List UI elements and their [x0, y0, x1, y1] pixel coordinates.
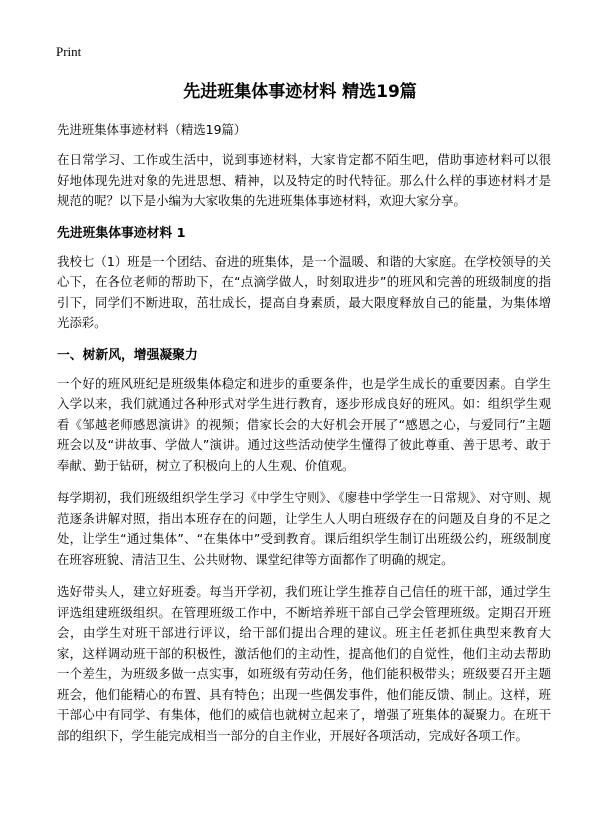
document-body — [57, 119, 551, 758]
document-subtitle: 先进班集体事迹材料（精选19篇） — [57, 122, 247, 137]
intro-paragraph: 在日常学习、工作或生活中，说到事迹材料，大家肯定都不陌生吧，借助事迹材料可以很好地体现先进对象的先进思想、精神，以及特定的时代特征。那么什么样的事迹材料才是规范的呢？以下是小编为大家收集的先进班集体事迹材料，欢迎大家分享。 — [57, 152, 551, 208]
body-paragraph: 一个好的班风班纪是班级集体稳定和进步的重要条件，也是学生成长的重要因素。自学生入学以来，我们就通过各种形式对学生进行教育，逐步形成良好的班风。如：组织学生观看《邹越老师感恩演讲》的视频；借家长会的大好机会开展了“感恩之心，与爱同行”主题班会以及“讲故事、学做人”演讲。通过这些活动使学生懂得了彼此尊重、善于思考、敢于奉献、勤于钻研，树立了积极向上的人生观、价值观。 — [57, 375, 551, 473]
page-title: 先进班集体事迹材料 精选19篇 — [183, 82, 417, 102]
section-paragraph: 我校七（1）班是一个团结、奋进的班集体，是一个温暖、和谐的大家庭。在学校领导的关心下，在各位老师的帮助下，在“点滴学做人，时刻取进步”的班风和完善的班级制度的指引下，同学们不断进取，茁壮成长，提高自身素质，最大限度释放自己的能量，为集体增光添彩。 — [57, 253, 551, 330]
print-label: Print — [56, 44, 82, 59]
subsection-heading: 一、树新风，增强凝聚力 — [57, 347, 198, 363]
section-heading: 先进班集体事迹材料 1 — [57, 225, 186, 241]
body-paragraph: 每学期初，我们班级组织学生学习《中学生守则》、《廖巷中学学生一日常规》、对守则、规范逐条讲解对照，指出本班存在的问题，让学生人人明白班级存在的问题及自身的不足之处，让学生“通过集体”、“在集体中”受到教育。课后组织学生制订出班级公约，班级制度在班容班貌、清洁卫生、公共财物、课堂纪律等方面都作了明确的规定。 — [57, 490, 551, 567]
body-paragraph: 选好带头人，建立好班委。每当开学初，我们班让学生推荐自己信任的班干部，通过学生评选组建班级组织。在管理班级工作中，不断培养班干部自己学会管理班级。定期召开班会，由学生对班干部进行评议，给干部们提出合理的建议。班主任老抓住典型来教育大家，这样调动班干部的积极性，激活他们的主动性，提高他们的自觉性，他们主动去帮助一个差生，为班级多做一点实事，如班级有劳动任务，他们能积极带头；班级要召开主题班会，他们能精心的布置、具有特色；出现一些偶发事件，他们能反馈、制止。这样，班干部心中有同学、有集体，他们的威信也就树立起来了，增强了班集体的凝聚力。在班干部的组织下，学生能完成相当一部分的自主作业，开展好各项活动，完成好各项工作。 — [57, 584, 551, 743]
